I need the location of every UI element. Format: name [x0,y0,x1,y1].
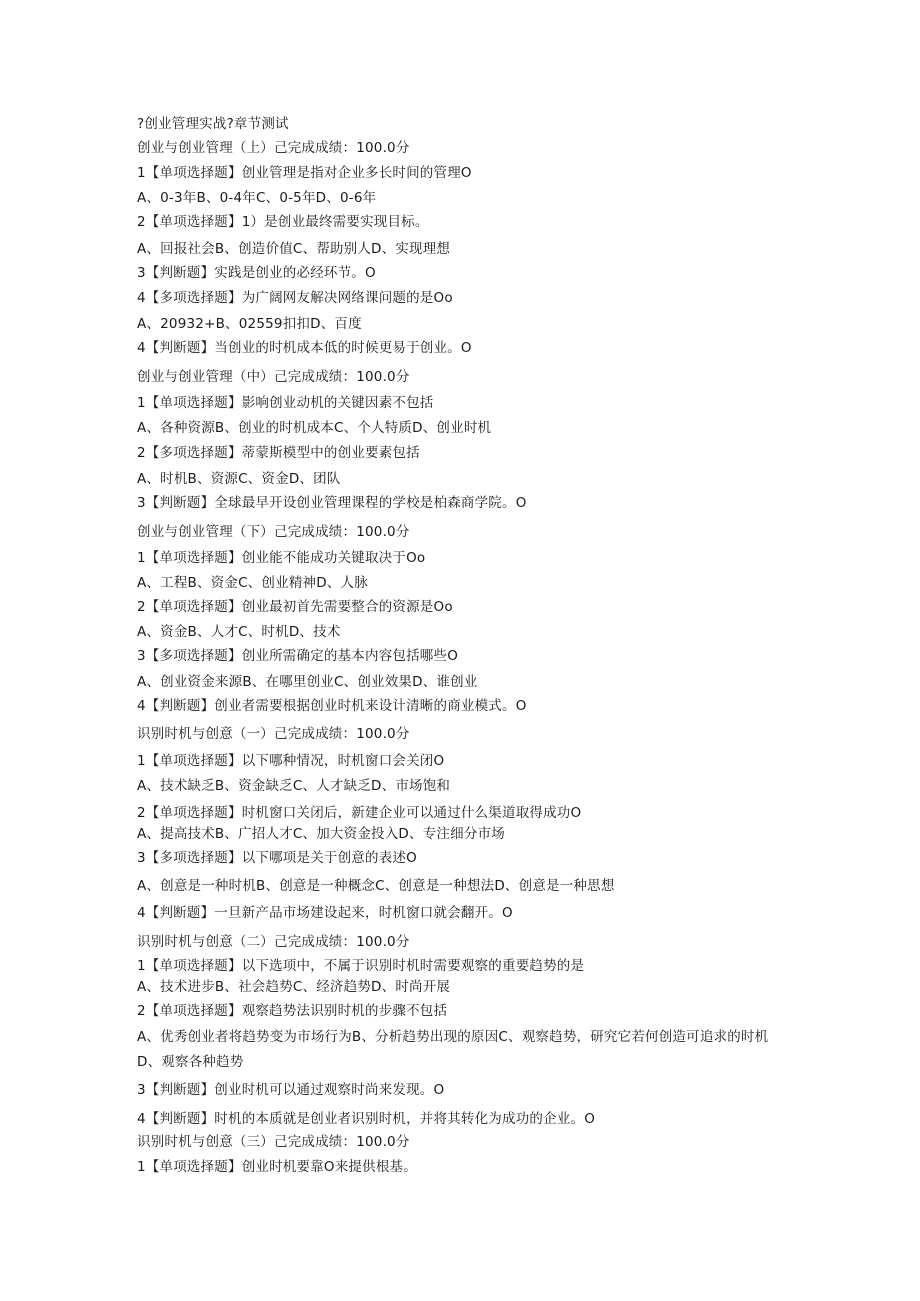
question-line: 1【单项选择题】创业管理是指对企业多长时间的管理O [137,165,472,181]
options-line: A、技术缺乏B、资金缺乏C、人才缺乏D、市场饱和 [137,778,451,794]
question-line: 1【单项选择题】影响创业动机的关键因素不包括 [137,395,434,411]
question-line: 4【判断题】当创业的时机成本低的时候更易于创业。O [137,340,472,356]
options-line: A、资金B、人才C、时机D、技术 [137,624,341,640]
question-line: 3【多项选择题】创业所需确定的基本内容包括哪些O [137,648,459,664]
options-line: A、优秀创业者将趋势变为市场行为B、分析趋势出现的原因C、观察趋势，研究它若何创造可追求的时机D、观察各种趋势 [137,1029,769,1070]
options-line: A、提高技术B、广招人才C、加大资金投入D、专注细分市场 [137,826,505,842]
question-line: 3【多项选择题】以下哪项是关于创意的表述O [137,850,417,866]
options-line: A、回报社会B、创造价值C、帮助别人D、实现理想 [137,241,451,257]
options-line: A、创意是一种时机B、创意是一种概念C、创意是一种想法D、创意是一种思想 [137,878,615,894]
question-line: 4【判断题】时机的本质就是创业者识别时机，并将其转化为成功的企业。O [137,1111,596,1127]
options-line: A、工程B、资金C、创业精神D、人脉 [137,575,368,591]
question-line: 1【单项选择题】创业时机要靠O来提供根基。 [137,1159,417,1175]
question-line: 1【单项选择题】以下哪种情况，时机窗口会关闭O [137,753,445,769]
question-line: 4【判断题】一旦新产品市场建设起来，时机窗口就会翻开。O [137,905,513,921]
section-heading: 创业与创业管理（中）己完成成绩：100.0分 [137,369,410,385]
question-line: 2【单项选择题】创业最初首先需要整合的资源是Oo [137,599,453,615]
question-line: 4【判断题】创业者需要根据创业时机来设计清晰的商业模式。O [137,698,527,714]
question-line: 2【单项选择题】时机窗口关闭后，新建企业可以通过什么渠道取得成功O [137,805,582,821]
question-line: 3【判断题】实践是创业的必经环节。O [137,265,376,281]
question-line: 2【多项选择题】蒂蒙斯模型中的创业要素包括 [137,445,420,461]
options-line: A、技术进步B、社会趋势C、经济趋势D、时尚开展 [137,979,451,995]
section-heading: 识别时机与创意（三）己完成成绩：100.0分 [137,1134,410,1150]
question-line: 1【单项选择题】创业能不能成功关键取决于Oo [137,550,426,566]
section-heading: 识别时机与创意（二）己完成成绩：100.0分 [137,934,410,950]
question-line: 3【判断题】全球最早开设创业管理课程的学校是柏森商学院。O [137,495,527,511]
section-heading: 识别时机与创意（一）己完成成绩：100.0分 [137,726,410,742]
options-line: A、各种资源B、创业的时机成本C、个人特质D、创业时机 [137,420,492,436]
document-title: ?创业管理实战?章节测试 [137,116,289,132]
section-heading: 创业与创业管理（上）己完成成绩：100.0分 [137,140,410,156]
question-line: 3【判断题】创业时机可以通过观察时尚来发现。O [137,1082,445,1098]
section-heading: 创业与创业管理（下）己完成成绩：100.0分 [137,524,410,540]
options-line: A、0-3年B、0-4年C、0-5年D、0-6年 [137,190,377,206]
question-line: 4【多项选择题】为广阔网友解决网络课问题的是Oo [137,290,453,306]
question-line: 1【单项选择题】以下选项中，不属于识别时机时需要观察的重要趋势的是 [137,958,585,974]
options-line: A、20932+B、02559扣扣D、百度 [137,316,362,332]
question-line: 2【单项选择题】观察趋势法识别时机的步骤不包括 [137,1003,448,1019]
question-line: 2【单项选择题】1）是创业最终需要实现目标。 [137,214,429,230]
options-line: A、创业资金来源B、在哪里创业C、创业效果D、谁创业 [137,674,478,690]
options-line: A、时机B、资源C、资金D、团队 [137,471,341,487]
